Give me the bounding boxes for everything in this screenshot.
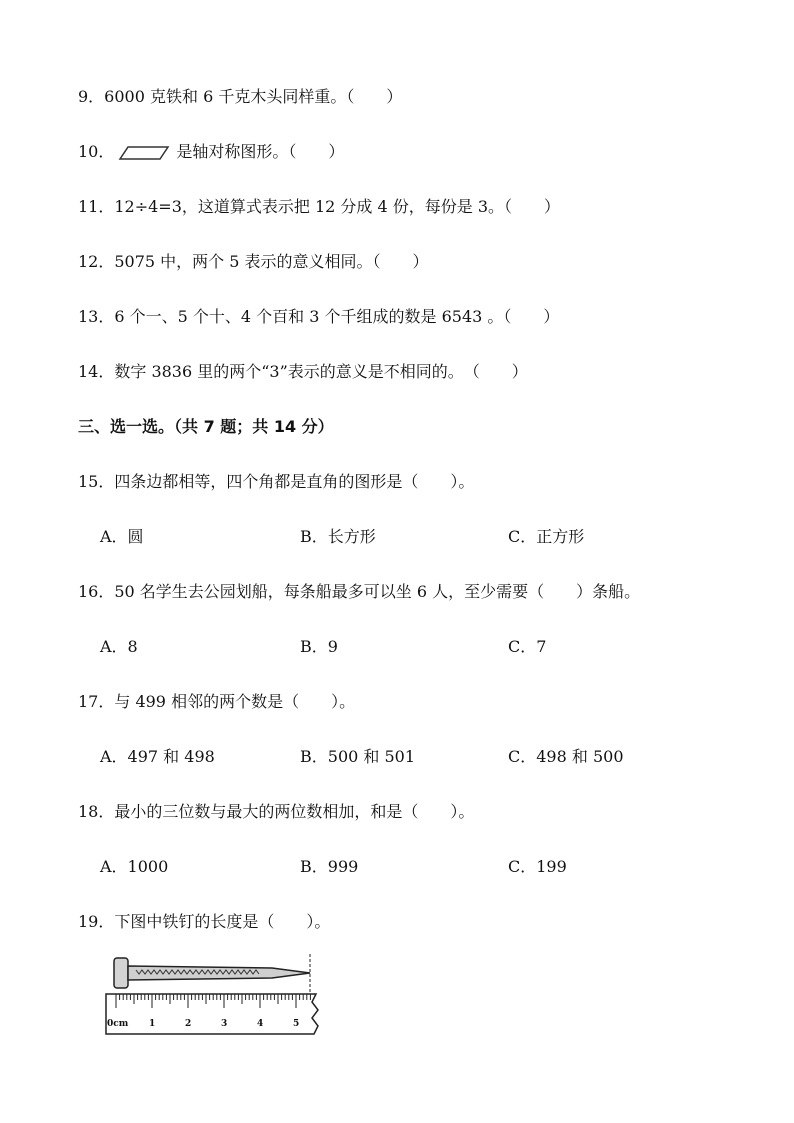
nail-ruler-figure [102, 950, 324, 1036]
question-16: 16．50 名学生去公园划船，每条船最多可以坐 6 人，至少需要（ ）条船。 [78, 582, 641, 601]
ruler-label: 2 [185, 1019, 192, 1029]
question-16-option-b: B．9 [300, 637, 338, 656]
question-18-option-b: B．999 [300, 857, 359, 876]
question-18-option-c: C．199 [508, 857, 567, 876]
ruler-label: 1 [149, 1019, 156, 1029]
question-18: 18．最小的三位数与最大的两位数相加，和是（ ）。 [78, 802, 475, 821]
question-9: 9．6000 克铁和 6 千克木头同样重。（ ） [78, 87, 403, 106]
ruler-icon [106, 994, 318, 1034]
question-14: 14．数字 3836 里的两个“3”表示的意义是不相同的。 （ ） [78, 362, 528, 381]
section-3-title: 三、选一选。（共 7 题；共 14 分） [78, 417, 334, 436]
question-16-option-c: C．7 [508, 637, 547, 656]
question-10-text: 是轴对称图形。（ ） [176, 142, 345, 161]
question-10 [78, 142, 344, 162]
question-17: 17．与 499 相邻的两个数是（ ）。 [78, 692, 356, 711]
nail-icon [114, 954, 310, 994]
question-15-option-b: B．长方形 [300, 527, 376, 546]
question-17-option-b: B．500 和 501 [300, 747, 416, 766]
ruler-label: 0cm [107, 1019, 129, 1029]
parallelogram-icon [118, 145, 170, 161]
question-18-option-a: A．1000 [100, 857, 169, 876]
question-16-option-a: A．8 [100, 637, 138, 656]
question-19: 19．下图中铁钉的长度是（ ）。 [78, 912, 331, 931]
question-13: 13．6 个一、5 个十、4 个百和 3 个千组成的数是 6543 。（ ） [78, 307, 560, 326]
ruler-label: 5 [293, 1019, 300, 1029]
question-17-option-c: C．498 和 500 [508, 747, 624, 766]
question-15: 15．四条边都相等，四个角都是直角的图形是（ ）。 [78, 472, 475, 491]
question-12: 12．5075 中，两个 5 表示的意义相同。（ ） [78, 252, 429, 271]
question-15-option-c: C．正方形 [508, 527, 585, 546]
question-17-option-a: A．497 和 498 [100, 747, 215, 766]
ruler-label: 3 [221, 1019, 228, 1029]
ruler-label: 4 [257, 1019, 264, 1029]
question-15-option-a: A．圆 [100, 527, 144, 546]
question-11: 11．12÷4=3，这道算式表示把 12 分成 4 份，每份是 3。（ ） [78, 197, 561, 216]
question-10-number: 10． [78, 142, 115, 161]
